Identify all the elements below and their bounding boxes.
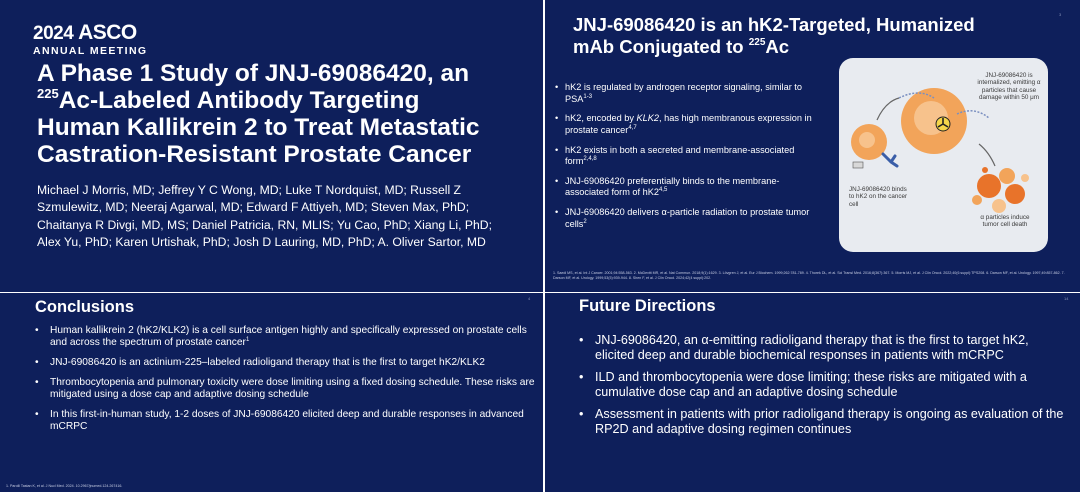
- list-item: [30, 409, 535, 433]
- illustration-label-binds: JNJ-69086420 binds to hK2 on the cancer cell: [849, 186, 908, 208]
- citation: 1: [245, 337, 250, 343]
- page-number: 4: [528, 296, 531, 301]
- mechanism-illustration: [839, 58, 1048, 252]
- slide-title-line-1: JNJ-69086420 is an hK2-Targeted, Humanized: [573, 14, 975, 35]
- footnote: 1. Parolli Tastan K, et al. J Nucl Med. 2024. 10.2967/jnumed.124.267416.: [6, 484, 123, 488]
- list-item: [553, 207, 813, 230]
- page-number: 14: [1064, 296, 1069, 301]
- asco-logo: [33, 22, 148, 57]
- gene-name: KLK2: [636, 113, 659, 124]
- isotope-superscript: 225: [748, 37, 766, 48]
- conclusions-bullets: [30, 325, 535, 441]
- slide-title-line-2: mAb Conjugated to: [573, 36, 749, 57]
- asco-annual-meeting: ANNUAL MEETING: [33, 45, 148, 57]
- cell-fragment: [999, 168, 1015, 184]
- bullet-text: In this first-in-human study, 1-2 doses of JNJ-69086420 elicited deep and durable responses in advanced mCRPC: [50, 409, 524, 432]
- dying-cell-fragments: [972, 167, 1029, 213]
- author-line: Michael J Morris, MD; Jeffrey Y C Wong, MD; Luke T Nordquist, MD; Russell Z: [37, 183, 461, 197]
- author-line: Alex Yu, PhD; Karen Urtishak, PhD; Josh D Lauring, MD, PhD; A. Oliver Sartor, MD: [37, 234, 486, 249]
- mechanism-bullets: [553, 82, 813, 238]
- citation: 1-3: [583, 93, 593, 100]
- page-number: 3: [1059, 12, 1062, 17]
- future-directions-slide: [545, 293, 1080, 492]
- title-line-3: Human Kallikrein 2 to Treat Metastatic: [37, 114, 480, 141]
- list-item: • ILD and thrombocytopenia were dose limiting; these risks are mitigated with a cumulative dose cap and an adaptive dosing schedule: [575, 370, 1070, 399]
- citation: 2,4,8: [583, 156, 597, 163]
- title-line-4: Castration-Resistant Prostate Cancer: [37, 141, 472, 168]
- title-line-2-text: Ac-Labeled Antibody Targeting: [58, 87, 420, 114]
- list-item: [553, 113, 813, 136]
- asco-year: 2024: [33, 23, 74, 44]
- cell-fragment: [1005, 184, 1025, 204]
- author-line: Szmulewitz, MD; Neeraj Agarwal, MD; Edward F Attiyeh, MD; Steven Max, PhD;: [37, 200, 470, 215]
- cell-fragment: [982, 167, 988, 173]
- antibody-tag: [853, 162, 863, 168]
- cell-nucleus: [859, 132, 875, 148]
- section-heading: Conclusions: [35, 298, 135, 316]
- bullet-text: hK2 is regulated by androgen receptor signaling, similar to PSA: [565, 82, 802, 104]
- list-item: [553, 145, 813, 168]
- cell-fragment: [992, 199, 1006, 213]
- title-line-2: [37, 87, 543, 114]
- bullet-text: , has high membranous expression in prostate cancer: [565, 113, 812, 135]
- bullet-text: hK2, encoded by: [565, 113, 637, 124]
- title-line-1: A Phase 1 Study of JNJ-69086420, an: [37, 60, 470, 87]
- list-item: [30, 325, 535, 349]
- list-item: • JNJ-69086420, an α-emitting radioligand therapy that is the first to target hK2, elicited deep and durable biochemical responses in patients with mCRPC: [575, 333, 1070, 362]
- study-title: [37, 60, 543, 168]
- isotope-superscript: 225: [37, 86, 59, 101]
- bullet-text: Human kallikrein 2 (hK2/KLK2) is a cell surface antigen highly and specifically expressed on prostate cells and across the spectrum of prostate cancer: [50, 325, 527, 348]
- list-item: [30, 357, 535, 369]
- list-item: • Assessment in patients with prior radioligand therapy is ongoing as evaluation of the RP2D and adaptive dosing regimen continues: [575, 407, 1070, 436]
- references: 1. Saedi MS, et al. Int J Cancer. 2001;94:558-563. 2. McDevitt MR, et al. Nat Commun. 2018;9(1):1629. 3. Lövgren J, et al. Eur J Biochem. 1999;262:781-789. 4. Thorek DL, et al. Sci Transl Med. 2016;8(367):367. 5. Morris MJ, et al. J Clin Oncol. 2022;40(6 suppl):TPS208. 6. Darson MF, et al. Urology. 1997;49:857-862. 7. Darson MF, et al. Urology. 1999;53(5):939-944. 8. Shen F, et al. J Clin Oncol. 2024;42(4 suppl):202.: [553, 271, 1065, 281]
- cell-fragment: [977, 174, 1001, 198]
- citation: 4,7: [628, 124, 637, 131]
- arrow-icon: [877, 98, 899, 120]
- cell-fragment: [1021, 174, 1029, 182]
- conclusions-slide: [0, 293, 543, 492]
- cell-fragment: [972, 195, 982, 205]
- slide-title: [573, 14, 1043, 58]
- slide-title-line-2-end: Ac: [765, 36, 790, 57]
- antibody-icon: [883, 154, 897, 166]
- illustration-label-cell-death: α particles induce tumor cell death: [980, 214, 1030, 229]
- list-item: [553, 176, 813, 199]
- bullet-text: JNJ-69086420 preferentially binds to the membrane-associated form of hK2: [565, 175, 780, 198]
- bullet-text: hK2 exists in both a secreted and membrane-associated form: [565, 144, 795, 167]
- arrow-icon: [979, 144, 995, 166]
- section-heading: Future Directions: [579, 297, 716, 315]
- author-list: [37, 182, 540, 251]
- bullet-text: Thrombocytopenia and pulmonary toxicity were dose limiting using a fixed dosing schedule. These risks are mitigated using a dose cap and adaptive dosing schedule: [50, 377, 535, 400]
- citation: 2: [583, 218, 587, 225]
- future-directions-bullets: [575, 333, 1070, 444]
- illustration-label-internalized: JNJ-69086420 is internalized, emitting α particles that cause damage within 50 μm: [977, 72, 1041, 101]
- title-slide: [0, 0, 543, 292]
- asco-brand: ASCO: [78, 21, 137, 44]
- author-line: Chaitanya R Divgi, MD, MS; Daniel Patricia, RN, MLIS; Yu Cao, PhD; Xiang Li, PhD;: [37, 217, 492, 232]
- bullet-text: JNJ-69086420 delivers α-particle radiation to prostate tumor cells: [565, 207, 810, 229]
- list-item: [30, 377, 535, 401]
- list-item: [553, 82, 813, 105]
- bullet-text: JNJ-69086420 is an actinium-225–labeled radioligand therapy that is the first to target hK2/KLK2: [50, 357, 485, 368]
- mechanism-slide: [545, 0, 1080, 292]
- citation: 4,5: [658, 187, 668, 194]
